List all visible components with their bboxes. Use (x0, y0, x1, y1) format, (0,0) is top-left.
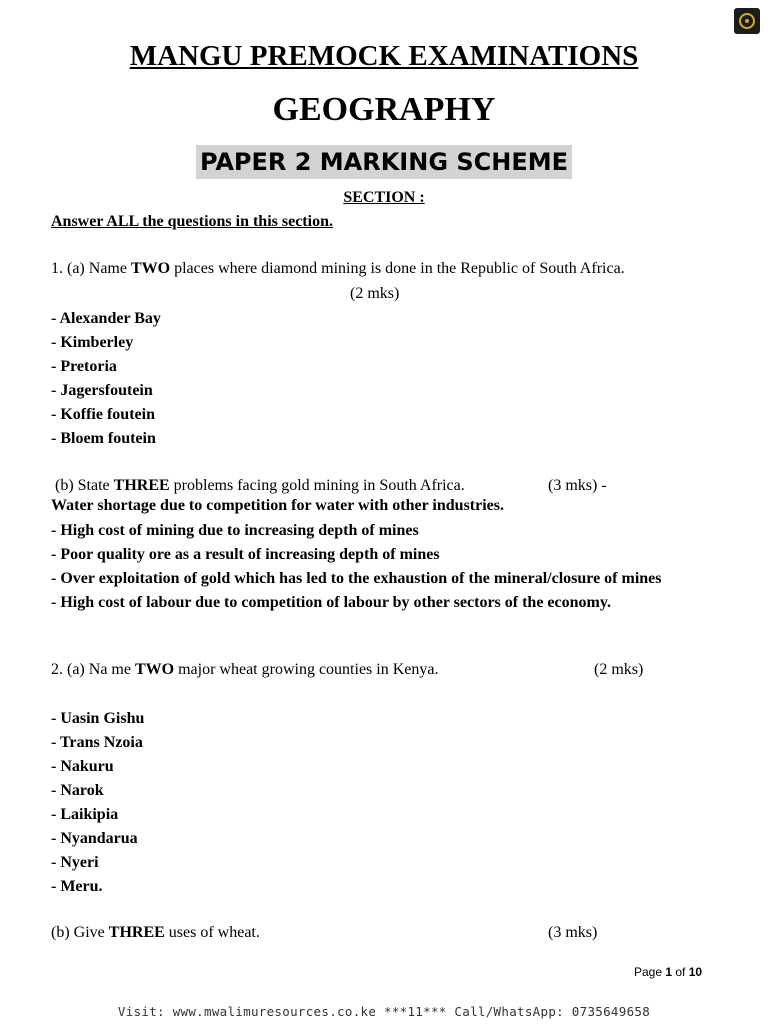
section-heading: SECTION : (343, 189, 425, 206)
question-2b-marks: (3 mks) (548, 924, 598, 941)
question-2a: 2. (a) Na me TWO major wheat growing counties in Kenya. (51, 661, 439, 678)
logo-ring-icon (739, 13, 755, 29)
page-number: Page 1 of 10 (634, 965, 703, 979)
list-item: - Alexander Bay (51, 310, 161, 327)
footer-text: Visit: www.mwalimuresources.co.ke ***11*** Call/WhatsApp: 0735649658 (117, 1004, 651, 1019)
list-item: - Trans Nzoia (51, 734, 143, 751)
question-1b: (b) State THREE problems facing gold mining in South Africa. (55, 477, 465, 494)
publisher-logo (734, 8, 760, 34)
list-item: - Laikipia (51, 806, 119, 823)
answer-1b-first: Water shortage due to competition for water with other industries. (51, 497, 504, 514)
answer-list-1a (51, 307, 161, 451)
list-item: - Nakuru (51, 758, 114, 775)
question-2a-marks: (2 mks) (594, 661, 644, 678)
list-item: - Narok (51, 782, 104, 799)
list-item: - High cost of labour due to competition of labour by other sectors of the economy. (51, 594, 611, 611)
question-1a: 1. (a) Name TWO places where diamond mining is done in the Republic of South Africa. (51, 260, 625, 277)
answer-list-2a (51, 707, 144, 899)
list-item: - Meru. (51, 878, 103, 895)
exam-title: MANGU PREMOCK EXAMINATIONS (129, 40, 639, 72)
list-item: - Pretoria (51, 358, 117, 375)
list-item: - Koffie foutein (51, 406, 155, 423)
list-item: - Nyandarua (51, 830, 138, 847)
subject-title: GEOGRAPHY (272, 91, 496, 128)
list-item: - Jagersfoutein (51, 382, 153, 399)
list-item: - Poor quality ore as a result of increasing depth of mines (51, 546, 440, 563)
list-item: - High cost of mining due to increasing depth of mines (51, 522, 419, 539)
paper-title: PAPER 2 MARKING SCHEME (196, 145, 572, 179)
instruction: Answer ALL the questions in this section. (51, 213, 333, 230)
question-1b-marks: (3 mks) - (548, 477, 607, 494)
question-1a-marks: (2 mks) (350, 285, 400, 302)
list-item: - Uasin Gishu (51, 710, 145, 727)
list-item: - Over exploitation of gold which has led to the exhaustion of the mineral/closure of mines (51, 570, 662, 587)
answer-list-1b (51, 520, 691, 613)
list-item: - Bloem foutein (51, 430, 156, 447)
list-item: - Nyeri (51, 854, 99, 871)
question-2b: (b) Give THREE uses of wheat. (51, 924, 260, 941)
list-item: - Kimberley (51, 334, 134, 351)
